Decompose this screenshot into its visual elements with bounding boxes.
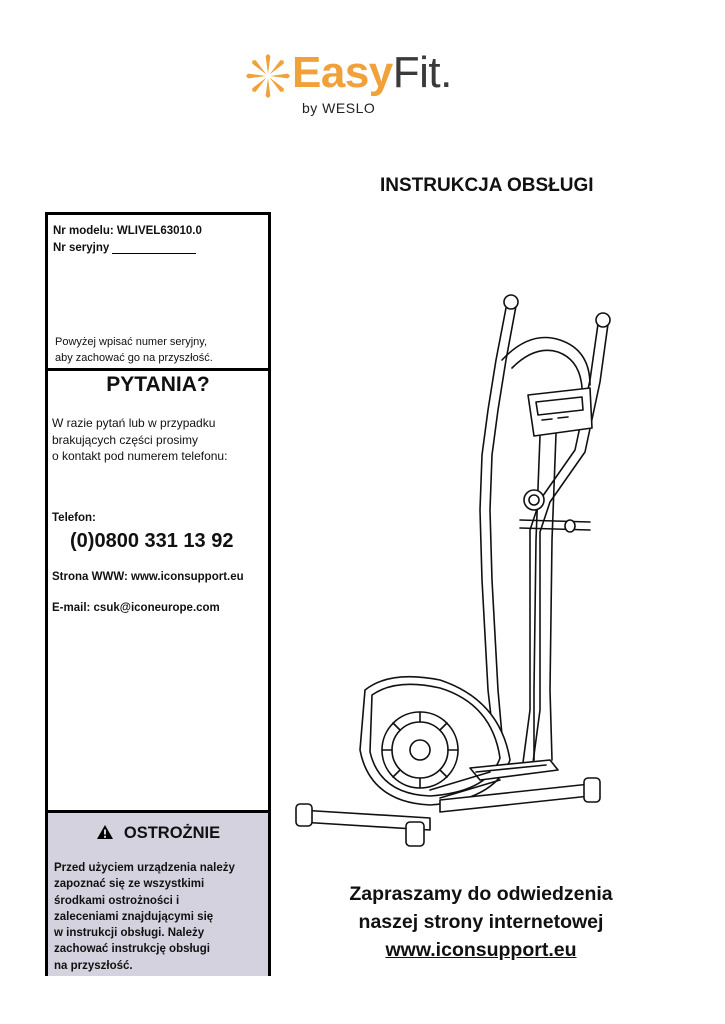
model-number: Nr modelu: WLIVEL63010.0 [53, 225, 202, 237]
model-section [48, 215, 268, 371]
elliptical-trainer-illustration [290, 290, 620, 850]
warning-line: w instrukcji obsługi. Należy [54, 927, 205, 940]
questions-title: PYTANIA? [106, 373, 210, 396]
warning-line: środkami ostrożności i [54, 894, 180, 907]
warning-heading [48, 824, 268, 843]
intro-line: o kontakt pod numerem telefonu: [52, 449, 228, 463]
brand-logo [246, 48, 476, 124]
warning-line: na przyszłość. [54, 959, 133, 972]
questions-intro [52, 415, 227, 465]
invite-line: naszej strony internetowej [358, 911, 604, 933]
warning-line: Przed użyciem urządzenia należy [54, 862, 235, 874]
brand-wordmark [292, 48, 452, 98]
phone-number: (0)0800 331 13 92 [70, 530, 234, 552]
serial-note-line: aby zachować go na przyszłość. [55, 352, 213, 364]
website-line: Strona WWW: www.iconsupport.eu [52, 571, 244, 583]
info-panel [45, 212, 271, 976]
warning-line: zaleceniami znajdującymi się [54, 910, 214, 923]
serial-label: Nr seryjny [53, 242, 110, 254]
brand-byline: by WESLO [302, 100, 376, 116]
warning-line: zapoznać się ze wszystkimi [54, 878, 205, 891]
website-link[interactable]: www.iconsupport.eu [385, 939, 577, 961]
serial-blank [112, 243, 196, 254]
brand-easy: Easy [292, 48, 393, 97]
warning-triangle-icon [96, 824, 114, 840]
warning-section [48, 810, 268, 976]
serial-note [55, 334, 213, 366]
invite-line: Zapraszamy do odwiedzenia [349, 883, 613, 905]
warning-text [54, 860, 235, 974]
serial-note-line: Powyżej wpisać numer seryjny, [55, 336, 208, 348]
intro-line: brakujących części prosimy [52, 432, 199, 447]
warning-line: zachować instrukcję obsługi [54, 943, 210, 956]
warning-title: OSTROŻNIE [123, 824, 221, 842]
brand-fit: Fit. [392, 48, 452, 97]
email-line: E-mail: csuk@iconeurope.com [52, 602, 220, 614]
serial-number-line [53, 242, 196, 254]
intro-line: W razie pytań lub w przypadku [52, 416, 216, 430]
document-title: INSTRUKCJA OBSŁUGI [380, 175, 594, 196]
phone-label: Telefon: [52, 512, 96, 524]
sun-star-icon [246, 54, 290, 98]
invite-block [320, 880, 642, 964]
